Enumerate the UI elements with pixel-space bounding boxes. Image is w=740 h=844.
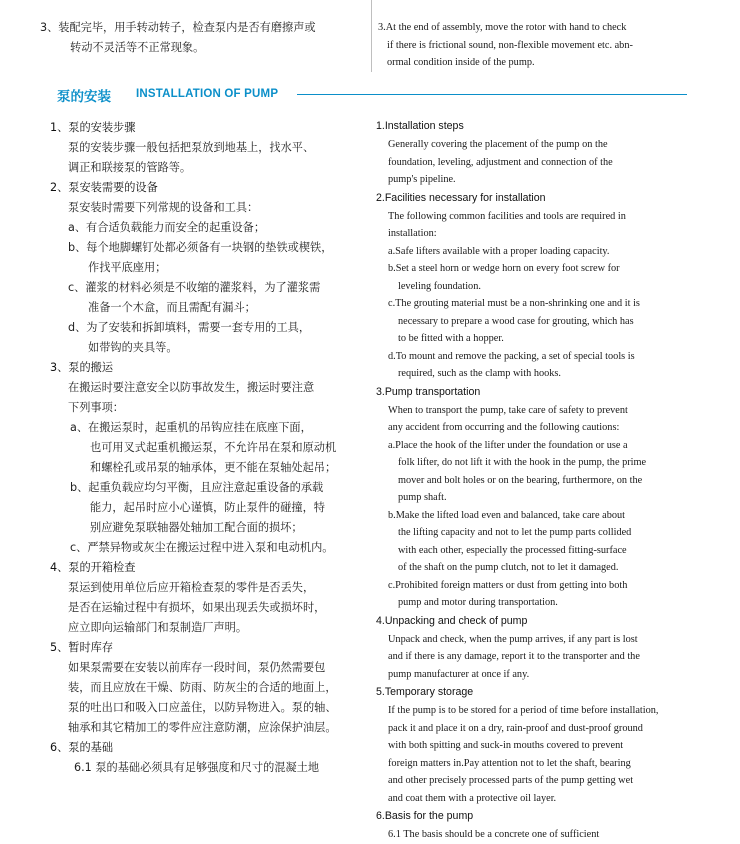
text-line: 别应避免泵联轴器处轴加工配合面的损坏；: [90, 521, 303, 534]
text-line: to be fitted with a hopper.: [398, 333, 504, 344]
text-line: b、起重负载应均匀平衡，且应注意起重设备的承载: [70, 481, 324, 494]
text-line: 3.At the end of assembly, move the rotor with hand to check: [378, 22, 627, 33]
text-line: 装，而且应放在干燥、防雨、防灰尘的合适的地面上，: [68, 681, 337, 694]
text-line: Generally covering the placement of the pump on the: [388, 139, 608, 150]
text-line: c.The grouting material must be a non-shrinking one and it is: [388, 298, 640, 309]
cn-heading: 6、泵的基础: [50, 741, 114, 754]
text-line: c.Prohibited foreign matters or dust from getting into both: [388, 579, 628, 591]
cn-heading: 5、暂时库存: [50, 641, 114, 654]
text-line: The following common facilities and tools are required in: [388, 210, 626, 222]
en-heading: 6.Basis for the pump: [376, 810, 474, 822]
text-line: of the shaft on the pump clutch, not to let it damaged.: [398, 562, 619, 573]
text-line: any accident from occurring and the following cautions:: [388, 422, 620, 433]
text-line: required, such as the clamp with hooks.: [398, 368, 561, 379]
en-column: [376, 117, 659, 844]
text-line: a.Place the hook of the lifter under the foundation or use a: [388, 439, 628, 451]
top-cn-paragraph: [40, 18, 316, 58]
text-line: 泵安装时需要下列常规的设备和工具：: [68, 201, 259, 214]
cn-column: [50, 118, 337, 778]
text-line: When to transport the pump, take care of safety to prevent: [388, 404, 628, 416]
en-heading: 5.Temporary storage: [376, 686, 474, 698]
text-line: Unpack and check, when the pump arrives, if any part is lost: [388, 633, 638, 645]
text-line: pump shaft.: [398, 492, 447, 503]
text-line: and other precisely processed parts of the pump getting wet: [388, 775, 634, 786]
en-heading: 1.Installation steps: [376, 120, 464, 132]
text-line: installation:: [388, 228, 437, 239]
section-heading: [0, 80, 740, 110]
text-line: with each other, especially the processed fitting-surface: [398, 544, 627, 556]
text-line: 调正和联接泵的管路等。: [68, 161, 192, 174]
text-line: 泵运到使用单位后应开箱检查泵的零件是否丢失，: [68, 581, 315, 594]
text-line: c、灌浆的材料必须是不收缩的灌浆料，为了灌浆需: [68, 281, 321, 294]
text-line: a.Safe lifters available with a proper loading capacity.: [388, 245, 610, 257]
text-line: the lifting capacity and not to let the pump parts collided: [398, 527, 632, 538]
text-line: 如带钩的夹具等。: [88, 341, 178, 354]
text-line: if there is frictional sound, non-flexible movement etc. abn-: [387, 39, 633, 51]
text-line: 泵的安装步骤一般包括把泵放到地基上，找水平、: [68, 141, 315, 154]
cn-heading: 2、泵安装需要的设备: [50, 181, 158, 194]
section-title-cn: 泵的安装: [57, 89, 111, 105]
text-line: 下列事项：: [68, 401, 124, 414]
text-line: and if there is any damage, report it to the transporter and the: [388, 651, 640, 662]
text-line: a、在搬运泵时，起重机的吊钩应挂在底座下面，: [70, 421, 312, 434]
text-line: foreign matters in.Pay attention not to let the shaft, bearing: [388, 757, 631, 769]
text-line: 6.1 泵的基础必须具有足够强度和尺寸的混凝土地: [74, 761, 320, 774]
en-heading: 3.Pump transportation: [376, 385, 481, 398]
text-line: 如果泵需要在安装以前库存一段时间，泵仍然需要包: [68, 661, 326, 674]
column-divider: [371, 0, 372, 72]
text-line: pump manufacturer at once if any.: [388, 668, 530, 680]
text-line: 作找平底座用；: [88, 261, 167, 274]
heading-rule: [297, 94, 687, 95]
text-line: c、严禁异物或灰尘在搬运过程中进入泵和电动机内。: [70, 541, 334, 554]
text-line: folk lifter, do not lift it with the hook in the pump, the prime: [398, 457, 647, 468]
text-line: necessary to prepare a wood case for grouting, which has: [398, 315, 634, 327]
text-line: d、为了安装和拆卸填料，需要一套专用的工具，: [68, 321, 311, 334]
en-heading: 4.Unpacking and check of pump: [376, 614, 528, 627]
text-line: leveling foundation.: [398, 280, 481, 292]
top-en-paragraph: [378, 19, 633, 72]
text-line: b、每个地脚螺钉处都必须备有一块钢的垫铁或楔铁，: [68, 241, 333, 254]
text-line: b.Make the lifted load even and balanced, take care about: [388, 509, 626, 521]
text-line: If the pump is to be stored for a period of time before installation,: [388, 705, 659, 716]
text-line: 轴承和其它精加工的零件应注意防潮，应涂保护油层。: [68, 721, 337, 734]
text-line: with both spitting and suck-in mouths covered to prevent: [388, 740, 624, 751]
text-line: b.Set a steel horn or wedge horn on every foot screw for: [388, 263, 620, 274]
text-line: 是否在运输过程中有损坏，如果出现丢失或损坏时，: [68, 601, 326, 614]
text-line: 3、装配完毕，用手转动转子，检查泵内是否有磨擦声或: [40, 21, 316, 34]
text-line: 能力，起吊时应小心谨慎，防止泵件的碰撞，特: [90, 501, 325, 514]
cn-heading: 4、泵的开箱检查: [50, 561, 136, 574]
text-line: ormal condition inside of the pump.: [387, 57, 535, 68]
text-line: 和螺栓孔或吊泵的轴承体，更不能在泵轴处起吊；: [90, 461, 337, 474]
text-line: 应立即向运输部门和泵制造厂声明。: [68, 621, 248, 634]
text-line: 转动不灵活等不正常现象。: [70, 41, 205, 54]
text-line: 泵的吐出口和吸入口应盖住，以防异物进入。泵的轴、: [68, 701, 337, 714]
text-line: a、有合适负载能力而安全的起重设备；: [68, 221, 266, 234]
text-line: mover and bolt holes or on the bearing, furthermore, on the: [398, 474, 643, 486]
text-line: and coat them with a protective oil layer.: [388, 792, 557, 804]
cn-heading: 3、泵的搬运: [50, 361, 114, 374]
text-line: pump and motor during transportation.: [398, 597, 558, 608]
text-line: 6.1 The basis should be a concrete one of sufficient: [388, 829, 600, 840]
text-line: pump's pipeline.: [388, 174, 456, 185]
text-line: 准备一个木盒，而且需配有漏斗；: [88, 301, 256, 314]
section-title-en: INSTALLATION OF PUMP: [136, 88, 279, 100]
text-line: d.To mount and remove the packing, a set of special tools is: [388, 350, 635, 362]
text-line: pack it and place it on a dry, rain-proof and dust-proof ground: [388, 722, 643, 734]
text-line: 在搬运时要注意安全以防事故发生，搬运时要注意: [68, 381, 315, 394]
cn-heading: 1、泵的安装步骤: [50, 121, 136, 134]
en-heading: 2.Facilities necessary for installation: [376, 191, 546, 204]
text-line: foundation, leveling, adjustment and connection of the: [388, 156, 613, 168]
text-line: 也可用叉式起重机搬运泵，不允许吊在泵和原动机: [90, 441, 337, 454]
